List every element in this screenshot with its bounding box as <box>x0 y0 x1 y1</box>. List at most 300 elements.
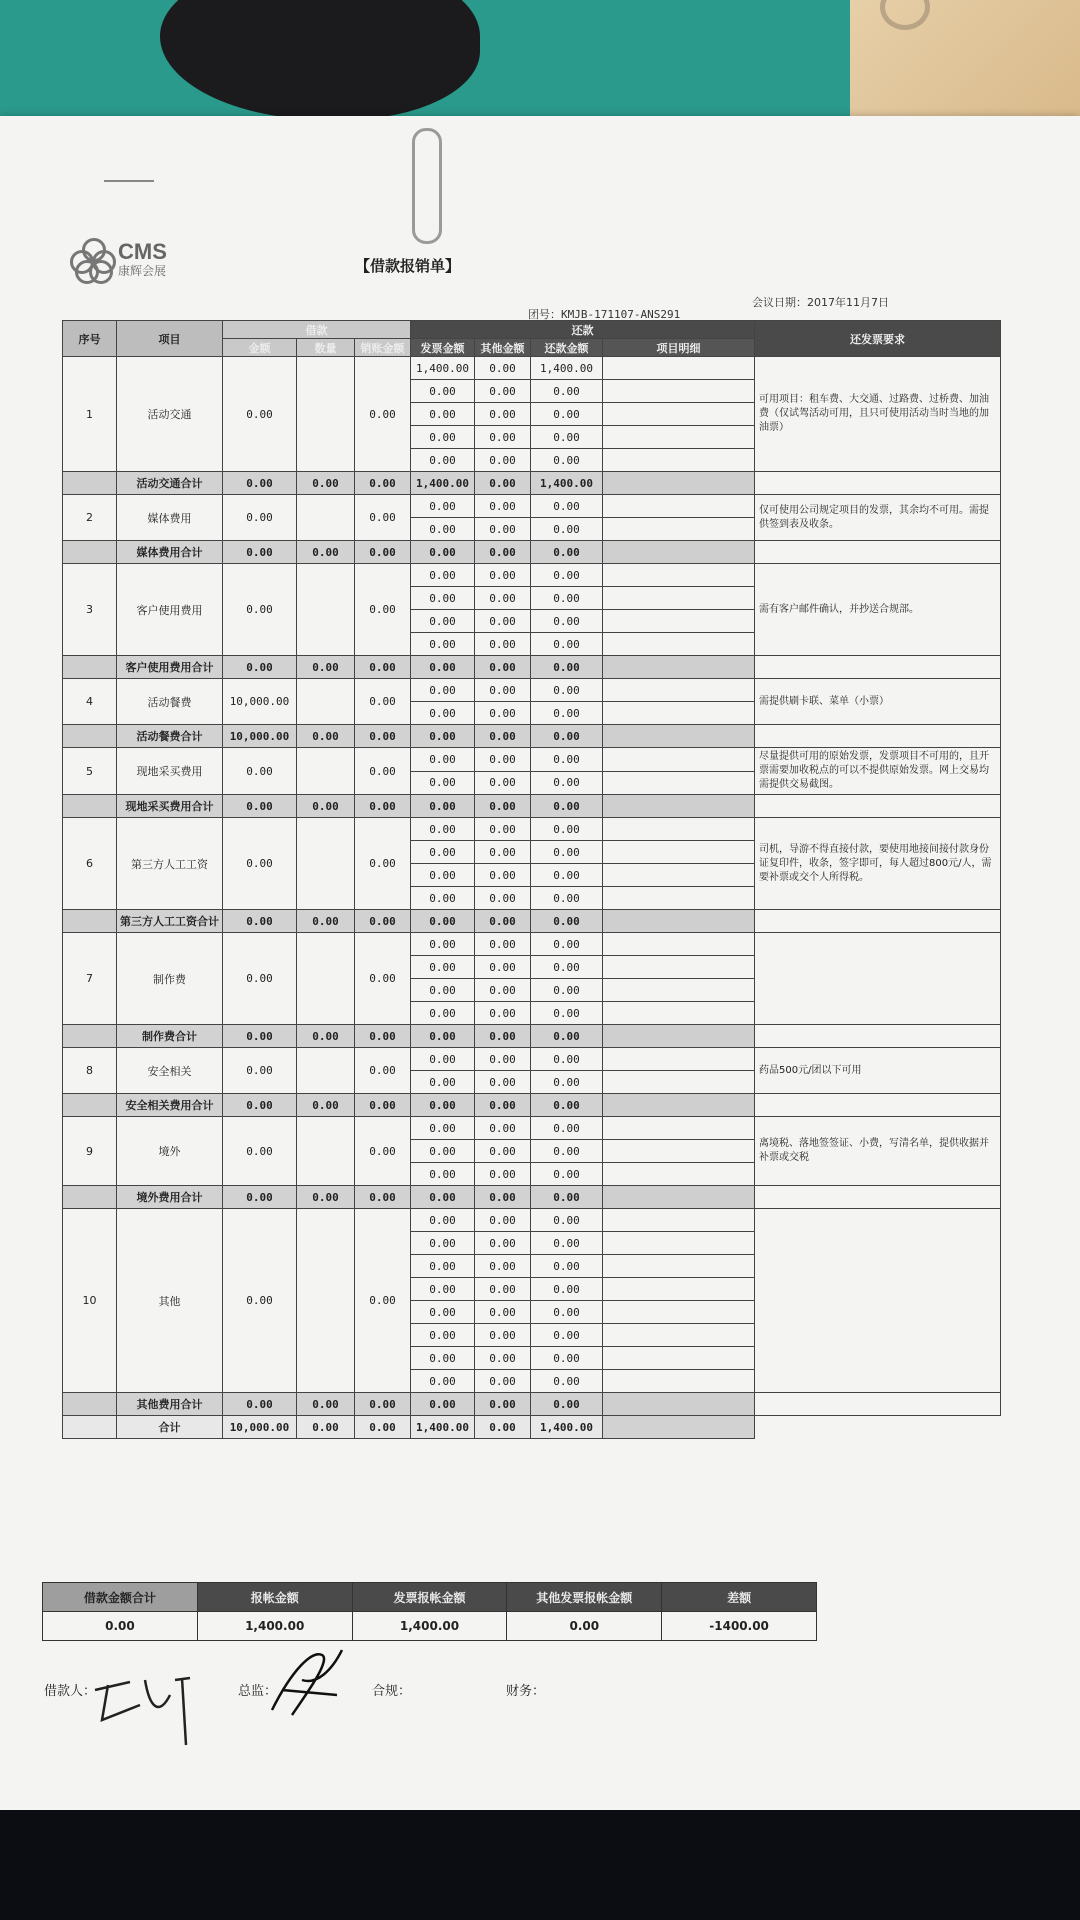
subtotal-row <box>63 910 1001 933</box>
item-detail <box>603 1209 755 1232</box>
other-amount: 0.00 <box>475 1370 531 1393</box>
subtotal-value: 0.00 <box>531 656 603 679</box>
invoice-amount: 0.00 <box>411 702 475 725</box>
invoice-requirement: 可用项目：租车费、大交通、过路费、过桥费、加油费（仅试驾活动可用，且只可使用活动当时当地的加油票） <box>755 357 1001 472</box>
item-seq: 2 <box>63 495 117 541</box>
other-amount: 0.00 <box>475 748 531 772</box>
subtotal-value: 0.00 <box>531 795 603 818</box>
other-amount: 0.00 <box>475 1048 531 1071</box>
other-amount: 0.00 <box>475 771 531 795</box>
subtotal-label: 现地采买费用合计 <box>117 795 223 818</box>
subtotal-value: 0.00 <box>297 1186 355 1209</box>
item-detail <box>603 1324 755 1347</box>
col-borrow: 借款 <box>223 321 411 339</box>
invoice-requirement <box>755 1209 1001 1393</box>
invoice-amount: 0.00 <box>411 933 475 956</box>
invoice-amount: 0.00 <box>411 1002 475 1025</box>
table-row <box>63 495 1001 518</box>
invoice-amount: 0.00 <box>411 748 475 772</box>
borrow-amount: 10,000.00 <box>223 679 297 725</box>
repay-amount: 0.00 <box>531 1324 603 1347</box>
col-seq: 序号 <box>63 321 117 357</box>
item-detail <box>603 610 755 633</box>
writeoff-amount: 0.00 <box>355 1048 411 1094</box>
writeoff-amount: 0.00 <box>355 564 411 656</box>
item-detail <box>603 633 755 656</box>
subtotal-value: 0.00 <box>411 541 475 564</box>
col-quantity: 数量 <box>297 339 355 357</box>
binder-ring <box>880 0 930 30</box>
item-detail <box>603 1140 755 1163</box>
subtotal-value: 0.00 <box>223 910 297 933</box>
repay-amount: 0.00 <box>531 1255 603 1278</box>
company-logo <box>70 238 167 280</box>
repay-amount: 0.00 <box>531 1209 603 1232</box>
col-item: 项目 <box>117 321 223 357</box>
subtotal-value: 0.00 <box>475 1094 531 1117</box>
borrow-quantity <box>297 1209 355 1393</box>
item-name: 活动餐费 <box>117 679 223 725</box>
director-signature <box>262 1640 352 1725</box>
subtotal-value: 0.00 <box>531 1094 603 1117</box>
summary-header: 差额 <box>662 1583 817 1612</box>
item-name: 境外 <box>117 1117 223 1186</box>
summary-header: 其他发票报帐金额 <box>507 1583 662 1612</box>
subtotal-value: 0.00 <box>223 1186 297 1209</box>
invoice-amount: 0.00 <box>411 1255 475 1278</box>
subtotal-label: 第三方人工工资合计 <box>117 910 223 933</box>
invoice-requirement: 离境税、落地签签证、小费，写清名单，提供收据并补票或交税 <box>755 1117 1001 1186</box>
repay-amount: 0.00 <box>531 933 603 956</box>
item-detail <box>603 1370 755 1393</box>
invoice-amount: 0.00 <box>411 1347 475 1370</box>
other-amount: 0.00 <box>475 1232 531 1255</box>
repay-amount: 0.00 <box>531 1163 603 1186</box>
item-detail <box>603 564 755 587</box>
invoice-amount: 0.00 <box>411 633 475 656</box>
repay-amount: 0.00 <box>531 679 603 702</box>
borrow-quantity <box>297 1048 355 1094</box>
table-row <box>63 818 1001 841</box>
invoice-amount: 0.00 <box>411 979 475 1002</box>
paper-clip <box>412 128 442 244</box>
item-name: 现地采买费用 <box>117 748 223 795</box>
invoice-amount: 1,400.00 <box>411 357 475 380</box>
repay-amount: 1,400.00 <box>531 357 603 380</box>
summary-header: 借款金额合计 <box>43 1583 198 1612</box>
invoice-amount: 0.00 <box>411 426 475 449</box>
item-detail <box>603 518 755 541</box>
borrow-amount: 0.00 <box>223 748 297 795</box>
other-amount: 0.00 <box>475 633 531 656</box>
invoice-requirement: 司机，导游不得直接付款，要使用地接间接付款身份证复印件，收条，签字即可，每人超过800元/人，需要补票或交个人所得税。 <box>755 818 1001 910</box>
subtotal-value: 0.00 <box>411 1094 475 1117</box>
other-amount: 0.00 <box>475 1163 531 1186</box>
subtotal-row <box>63 1393 1001 1416</box>
subtotal-row <box>63 541 1001 564</box>
repay-amount: 0.00 <box>531 518 603 541</box>
other-amount: 0.00 <box>475 956 531 979</box>
repay-amount: 0.00 <box>531 864 603 887</box>
item-seq: 10 <box>63 1209 117 1393</box>
item-detail <box>603 1048 755 1071</box>
dark-background <box>0 1810 1080 1920</box>
grand-total-value: 0.00 <box>297 1416 355 1439</box>
subtotal-value: 0.00 <box>223 795 297 818</box>
invoice-amount: 0.00 <box>411 449 475 472</box>
invoice-amount: 0.00 <box>411 956 475 979</box>
subtotal-value: 0.00 <box>355 795 411 818</box>
invoice-amount: 0.00 <box>411 495 475 518</box>
invoice-amount: 0.00 <box>411 518 475 541</box>
invoice-requirement: 需提供刷卡联、菜单（小票） <box>755 679 1001 725</box>
borrow-amount: 0.00 <box>223 564 297 656</box>
invoice-amount: 0.00 <box>411 1117 475 1140</box>
subtotal-value: 0.00 <box>297 910 355 933</box>
other-amount: 0.00 <box>475 1002 531 1025</box>
subtotal-value: 0.00 <box>475 1393 531 1416</box>
borrower-signature <box>90 1660 210 1750</box>
invoice-amount: 0.00 <box>411 771 475 795</box>
table-row <box>63 1048 1001 1071</box>
col-requirement: 还发票要求 <box>755 321 1001 357</box>
invoice-amount: 0.00 <box>411 1324 475 1347</box>
repay-amount: 0.00 <box>531 702 603 725</box>
subtotal-label: 客户使用费用合计 <box>117 656 223 679</box>
subtotal-value: 1,400.00 <box>531 472 603 495</box>
repay-amount: 0.00 <box>531 1071 603 1094</box>
other-amount: 0.00 <box>475 1209 531 1232</box>
summary-table <box>42 1582 817 1641</box>
repay-amount: 0.00 <box>531 633 603 656</box>
finance-label: 财务： <box>506 1684 546 1699</box>
repay-amount: 0.00 <box>531 403 603 426</box>
col-other: 其他金额 <box>475 339 531 357</box>
borrow-amount: 0.00 <box>223 818 297 910</box>
item-seq: 4 <box>63 679 117 725</box>
writeoff-amount: 0.00 <box>355 1209 411 1393</box>
subtotal-value: 0.00 <box>297 725 355 748</box>
subtotal-value: 10,000.00 <box>223 725 297 748</box>
item-name: 活动交通 <box>117 357 223 472</box>
borrow-quantity <box>297 564 355 656</box>
other-amount: 0.00 <box>475 1140 531 1163</box>
repay-amount: 0.00 <box>531 1117 603 1140</box>
borrow-amount: 0.00 <box>223 1209 297 1393</box>
subtotal-label: 其他费用合计 <box>117 1393 223 1416</box>
subtotal-value: 0.00 <box>223 656 297 679</box>
invoice-requirement <box>755 933 1001 1025</box>
item-detail <box>603 702 755 725</box>
subtotal-value: 0.00 <box>297 541 355 564</box>
subtotal-value: 0.00 <box>297 472 355 495</box>
item-detail <box>603 1278 755 1301</box>
invoice-amount: 0.00 <box>411 864 475 887</box>
subtotal-value: 1,400.00 <box>411 472 475 495</box>
item-detail <box>603 426 755 449</box>
subtotal-value: 0.00 <box>475 725 531 748</box>
other-amount: 0.00 <box>475 933 531 956</box>
repay-amount: 0.00 <box>531 426 603 449</box>
repay-amount: 0.00 <box>531 1002 603 1025</box>
item-seq: 3 <box>63 564 117 656</box>
summary-value: 0.00 <box>43 1612 198 1641</box>
invoice-amount: 0.00 <box>411 679 475 702</box>
other-amount: 0.00 <box>475 864 531 887</box>
repay-amount: 0.00 <box>531 1048 603 1071</box>
borrow-amount: 0.00 <box>223 357 297 472</box>
repay-amount: 0.00 <box>531 610 603 633</box>
repay-amount: 0.00 <box>531 979 603 1002</box>
borrow-quantity <box>297 679 355 725</box>
subtotal-label: 安全相关费用合计 <box>117 1094 223 1117</box>
subtotal-value: 0.00 <box>355 656 411 679</box>
other-amount: 0.00 <box>475 1301 531 1324</box>
repay-amount: 0.00 <box>531 1347 603 1370</box>
item-detail <box>603 818 755 841</box>
invoice-amount: 0.00 <box>411 1163 475 1186</box>
writeoff-amount: 0.00 <box>355 679 411 725</box>
item-detail <box>603 933 755 956</box>
writeoff-amount: 0.00 <box>355 357 411 472</box>
subtotal-value: 0.00 <box>475 910 531 933</box>
borrow-amount: 0.00 <box>223 1117 297 1186</box>
repay-amount: 0.00 <box>531 1370 603 1393</box>
invoice-amount: 0.00 <box>411 1209 475 1232</box>
summary-header: 报帐金额 <box>197 1583 352 1612</box>
subtotal-value: 0.00 <box>297 656 355 679</box>
repay-amount: 0.00 <box>531 1301 603 1324</box>
grand-total-value: 1,400.00 <box>531 1416 603 1439</box>
reimbursement-table <box>62 320 1001 1439</box>
subtotal-value: 0.00 <box>411 1025 475 1048</box>
item-detail <box>603 979 755 1002</box>
item-seq: 6 <box>63 818 117 910</box>
subtotal-value: 0.00 <box>475 472 531 495</box>
subtotal-value: 0.00 <box>297 1025 355 1048</box>
subtotal-value: 0.00 <box>223 1094 297 1117</box>
summary-value: -1400.00 <box>662 1612 817 1641</box>
item-detail <box>603 956 755 979</box>
item-name: 第三方人工工资 <box>117 818 223 910</box>
grand-total-row <box>63 1416 1001 1439</box>
other-amount: 0.00 <box>475 357 531 380</box>
repay-amount: 0.00 <box>531 887 603 910</box>
item-name: 其他 <box>117 1209 223 1393</box>
table-row <box>63 933 1001 956</box>
subtotal-value: 0.00 <box>531 541 603 564</box>
invoice-amount: 0.00 <box>411 1370 475 1393</box>
subtotal-value: 0.00 <box>223 1393 297 1416</box>
item-detail <box>603 357 755 380</box>
writeoff-amount: 0.00 <box>355 748 411 795</box>
subtotal-label: 媒体费用合计 <box>117 541 223 564</box>
grand-total-value: 10,000.00 <box>223 1416 297 1439</box>
subtotal-value: 0.00 <box>475 541 531 564</box>
subtotal-value: 0.00 <box>475 795 531 818</box>
subtotal-row <box>63 1186 1001 1209</box>
table-row <box>63 748 1001 772</box>
borrow-quantity <box>297 495 355 541</box>
subtotal-label: 制作费合计 <box>117 1025 223 1048</box>
invoice-amount: 0.00 <box>411 1232 475 1255</box>
summary-value: 1,400.00 <box>197 1612 352 1641</box>
other-amount: 0.00 <box>475 1255 531 1278</box>
writeoff-amount: 0.00 <box>355 1117 411 1186</box>
pen-mark <box>104 180 154 182</box>
repay-amount: 0.00 <box>531 956 603 979</box>
item-seq: 5 <box>63 748 117 795</box>
borrow-quantity <box>297 818 355 910</box>
subtotal-label: 活动餐费合计 <box>117 725 223 748</box>
invoice-requirement: 仅可使用公司规定项目的发票，其余均不可用。需提供签到表及收条。 <box>755 495 1001 541</box>
item-detail <box>603 841 755 864</box>
subtotal-row <box>63 1025 1001 1048</box>
subtotal-value: 0.00 <box>411 1186 475 1209</box>
subtotal-value: 0.00 <box>223 1025 297 1048</box>
item-detail <box>603 1232 755 1255</box>
repay-amount: 0.00 <box>531 380 603 403</box>
table-row <box>63 1117 1001 1140</box>
grand-total-value: 0.00 <box>475 1416 531 1439</box>
logo-text: CMS <box>118 239 167 264</box>
subtotal-value: 0.00 <box>355 910 411 933</box>
repay-amount: 0.00 <box>531 1232 603 1255</box>
summary-value: 1,400.00 <box>352 1612 507 1641</box>
invoice-amount: 0.00 <box>411 403 475 426</box>
other-amount: 0.00 <box>475 449 531 472</box>
subtotal-value: 0.00 <box>355 1186 411 1209</box>
item-detail <box>603 679 755 702</box>
invoice-amount: 0.00 <box>411 380 475 403</box>
item-seq: 9 <box>63 1117 117 1186</box>
other-amount: 0.00 <box>475 1278 531 1301</box>
subtotal-value: 0.00 <box>355 541 411 564</box>
other-amount: 0.00 <box>475 702 531 725</box>
invoice-amount: 0.00 <box>411 1140 475 1163</box>
item-detail <box>603 380 755 403</box>
col-repay: 还款 <box>411 321 755 339</box>
item-detail <box>603 1163 755 1186</box>
invoice-amount: 0.00 <box>411 610 475 633</box>
item-detail <box>603 1347 755 1370</box>
desk-object <box>160 0 480 120</box>
other-amount: 0.00 <box>475 518 531 541</box>
repay-amount: 0.00 <box>531 1140 603 1163</box>
summary-header: 发票报帐金额 <box>352 1583 507 1612</box>
grand-total-label: 合计 <box>117 1416 223 1439</box>
item-detail <box>603 587 755 610</box>
other-amount: 0.00 <box>475 1117 531 1140</box>
table-row <box>63 1209 1001 1232</box>
invoice-amount: 0.00 <box>411 887 475 910</box>
subtotal-value: 0.00 <box>411 1393 475 1416</box>
subtotal-row <box>63 472 1001 495</box>
item-detail <box>603 449 755 472</box>
borrow-amount: 0.00 <box>223 1048 297 1094</box>
item-detail <box>603 1117 755 1140</box>
other-amount: 0.00 <box>475 841 531 864</box>
col-invoice: 发票金额 <box>411 339 475 357</box>
borrow-quantity <box>297 1117 355 1186</box>
other-amount: 0.00 <box>475 679 531 702</box>
item-detail <box>603 887 755 910</box>
subtotal-value: 0.00 <box>475 656 531 679</box>
repay-amount: 0.00 <box>531 841 603 864</box>
subtotal-row <box>63 795 1001 818</box>
item-seq: 7 <box>63 933 117 1025</box>
item-seq: 8 <box>63 1048 117 1094</box>
subtotal-value: 0.00 <box>355 1393 411 1416</box>
summary-value: 0.00 <box>507 1612 662 1641</box>
invoice-amount: 0.00 <box>411 1301 475 1324</box>
subtotal-value: 0.00 <box>355 472 411 495</box>
repay-amount: 0.00 <box>531 748 603 772</box>
subtotal-value: 0.00 <box>297 1393 355 1416</box>
other-amount: 0.00 <box>475 1347 531 1370</box>
subtotal-value: 0.00 <box>297 795 355 818</box>
invoice-amount: 0.00 <box>411 1048 475 1071</box>
subtotal-label: 境外费用合计 <box>117 1186 223 1209</box>
other-amount: 0.00 <box>475 403 531 426</box>
subtotal-value: 0.00 <box>223 541 297 564</box>
other-amount: 0.00 <box>475 1071 531 1094</box>
col-repay-amount: 还款金额 <box>531 339 603 357</box>
borrower-label: 借款人： <box>44 1684 97 1699</box>
invoice-amount: 0.00 <box>411 1071 475 1094</box>
invoice-amount: 0.00 <box>411 1278 475 1301</box>
other-amount: 0.00 <box>475 610 531 633</box>
subtotal-value: 0.00 <box>411 795 475 818</box>
invoice-requirement: 药品500元/团以下可用 <box>755 1048 1001 1094</box>
subtotal-value: 0.00 <box>475 1025 531 1048</box>
col-amount: 金额 <box>223 339 297 357</box>
other-amount: 0.00 <box>475 495 531 518</box>
repay-amount: 0.00 <box>531 564 603 587</box>
other-amount: 0.00 <box>475 426 531 449</box>
item-name: 媒体费用 <box>117 495 223 541</box>
borrow-amount: 0.00 <box>223 933 297 1025</box>
other-amount: 0.00 <box>475 564 531 587</box>
invoice-amount: 0.00 <box>411 587 475 610</box>
item-name: 安全相关 <box>117 1048 223 1094</box>
item-name: 客户使用费用 <box>117 564 223 656</box>
repay-amount: 0.00 <box>531 1278 603 1301</box>
item-detail <box>603 403 755 426</box>
invoice-amount: 0.00 <box>411 564 475 587</box>
other-amount: 0.00 <box>475 380 531 403</box>
subtotal-value: 0.00 <box>411 656 475 679</box>
item-detail <box>603 1071 755 1094</box>
subtotal-row <box>63 725 1001 748</box>
subtotal-value: 0.00 <box>531 1393 603 1416</box>
repay-amount: 0.00 <box>531 495 603 518</box>
borrow-quantity <box>297 748 355 795</box>
table-row <box>63 564 1001 587</box>
item-detail <box>603 864 755 887</box>
subtotal-value: 0.00 <box>531 910 603 933</box>
subtotal-row <box>63 1094 1001 1117</box>
item-detail <box>603 495 755 518</box>
director-label: 总监： <box>238 1684 278 1699</box>
writeoff-amount: 0.00 <box>355 818 411 910</box>
invoice-requirement: 需有客户邮件确认，并抄送合规部。 <box>755 564 1001 656</box>
repay-amount: 0.00 <box>531 449 603 472</box>
subtotal-value: 0.00 <box>475 1186 531 1209</box>
repay-amount: 0.00 <box>531 818 603 841</box>
subtotal-value: 0.00 <box>355 1094 411 1117</box>
writeoff-amount: 0.00 <box>355 495 411 541</box>
